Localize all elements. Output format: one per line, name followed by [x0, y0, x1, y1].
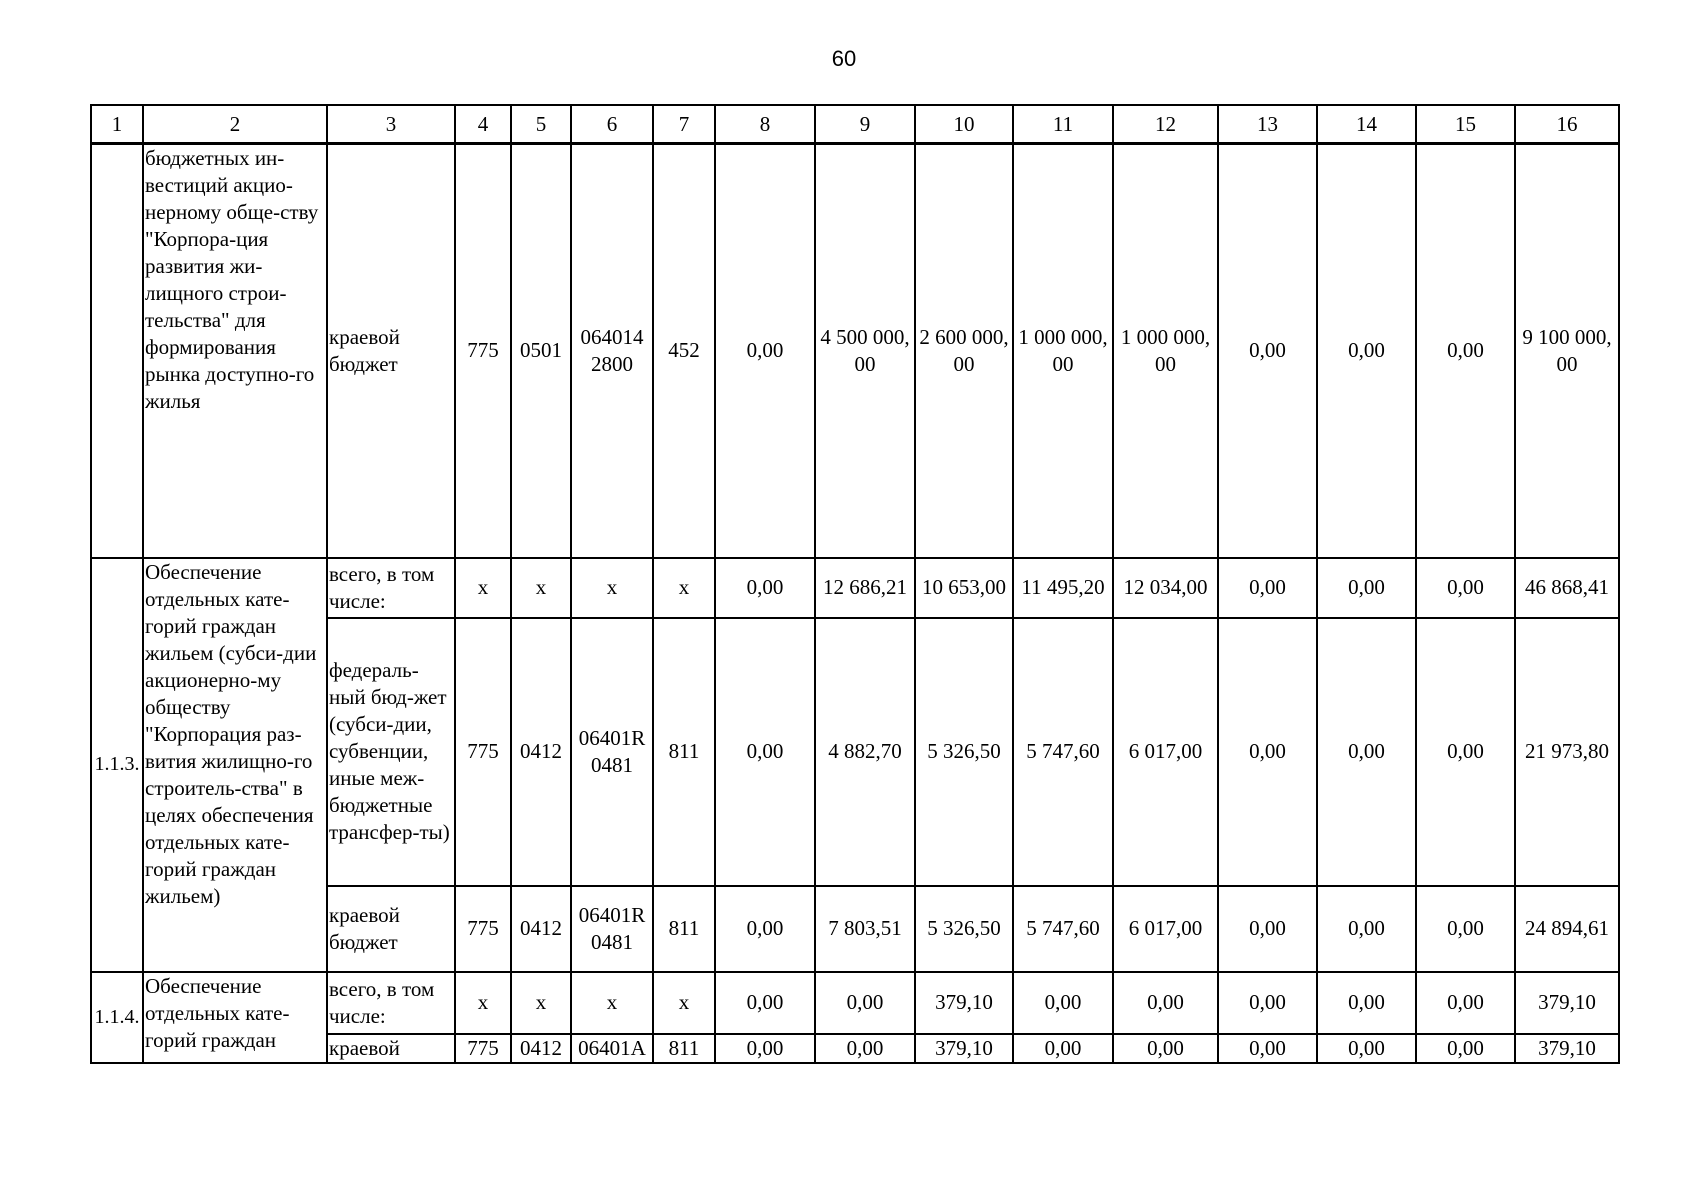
cell-c4: 775 — [455, 1034, 511, 1063]
cell-c14: 0,00 — [1317, 972, 1416, 1034]
cell-c10: 379,10 — [915, 972, 1013, 1034]
cell-c16: 9 100 000,00 — [1515, 144, 1619, 558]
cell-c7: 811 — [653, 618, 715, 886]
cell-c16: 379,10 — [1515, 972, 1619, 1034]
cell-c10: 10 653,00 — [915, 558, 1013, 618]
cell-c11: 0,00 — [1013, 1034, 1113, 1063]
cell-c14: 0,00 — [1317, 144, 1416, 558]
cell-c12: 0,00 — [1113, 1034, 1218, 1063]
cell-c8: 0,00 — [715, 886, 815, 972]
header-cell: 2 — [143, 105, 327, 144]
measure-name: Обеспечение отдельных кате-горий граждан жильем (субси-дии акционерно-му обществу "Корпорация раз-вития жилищно-го строитель-ства" в целях обеспечения отдельных кате-горий граждан жильем) — [143, 558, 327, 972]
measure-name: Обеспечение отдельных кате-горий граждан — [143, 972, 327, 1063]
cell-c11: 0,00 — [1013, 972, 1113, 1034]
cell-c16: 379,10 — [1515, 1034, 1619, 1063]
cell-c9: 0,00 — [815, 1034, 915, 1063]
cell-c5: 0412 — [511, 618, 571, 886]
cell-c12: 1 000 000,00 — [1113, 144, 1218, 558]
cell-c13: 0,00 — [1218, 558, 1317, 618]
cell-c11: 5 747,60 — [1013, 886, 1113, 972]
header-row — [91, 105, 1619, 144]
cell-c9: 7 803,51 — [815, 886, 915, 972]
cell-c15: 0,00 — [1416, 1034, 1515, 1063]
funding-source: краевой бюджет — [327, 144, 455, 558]
cell-c14: 0,00 — [1317, 1034, 1416, 1063]
cell-c4: x — [455, 558, 511, 618]
cell-c6: 06401А — [571, 1034, 653, 1063]
cell-c6: x — [571, 972, 653, 1034]
header-cell: 14 — [1317, 105, 1416, 144]
row-number — [91, 144, 143, 558]
cell-c11: 5 747,60 — [1013, 618, 1113, 886]
header-cell: 4 — [455, 105, 511, 144]
budget-table — [90, 104, 1620, 1064]
header-cell: 1 — [91, 105, 143, 144]
cell-c8: 0,00 — [715, 144, 815, 558]
cell-c12: 6 017,00 — [1113, 886, 1218, 972]
cell-c11: 1 000 000,00 — [1013, 144, 1113, 558]
cell-c5: 0412 — [511, 886, 571, 972]
cell-c13: 0,00 — [1218, 1034, 1317, 1063]
cell-c12: 12 034,00 — [1113, 558, 1218, 618]
header-cell: 11 — [1013, 105, 1113, 144]
header-cell: 15 — [1416, 105, 1515, 144]
cell-c16: 21 973,80 — [1515, 618, 1619, 886]
cell-c13: 0,00 — [1218, 886, 1317, 972]
cell-c7: 811 — [653, 886, 715, 972]
header-cell: 6 — [571, 105, 653, 144]
cell-c7: 452 — [653, 144, 715, 558]
funding-source: всего, в том числе: — [327, 972, 455, 1034]
cell-c5: x — [511, 972, 571, 1034]
cell-c8: 0,00 — [715, 972, 815, 1034]
cell-c15: 0,00 — [1416, 972, 1515, 1034]
cell-c4: 775 — [455, 618, 511, 886]
cell-c9: 12 686,21 — [815, 558, 915, 618]
header-cell: 12 — [1113, 105, 1218, 144]
cell-c8: 0,00 — [715, 558, 815, 618]
cell-c9: 4 882,70 — [815, 618, 915, 886]
cell-c8: 0,00 — [715, 1034, 815, 1063]
funding-source: краевой — [327, 1034, 455, 1063]
measure-name: бюджетных ин-вестиций акцио-нерному обще-ству "Корпора-ция развития жи-лищного строи-тельства" для формирования рынка доступно-го жилья — [143, 144, 327, 558]
row-number: 1.1.3. — [91, 558, 143, 972]
funding-source: краевой бюджет — [327, 886, 455, 972]
cell-c5: x — [511, 558, 571, 618]
header-cell: 13 — [1218, 105, 1317, 144]
cell-c10: 5 326,50 — [915, 886, 1013, 972]
cell-c14: 0,00 — [1317, 618, 1416, 886]
header-cell: 7 — [653, 105, 715, 144]
cell-c10: 2 600 000,00 — [915, 144, 1013, 558]
cell-c4: x — [455, 972, 511, 1034]
cell-c13: 0,00 — [1218, 618, 1317, 886]
header-cell: 5 — [511, 105, 571, 144]
cell-c5: 0412 — [511, 1034, 571, 1063]
cell-c6: x — [571, 558, 653, 618]
funding-source: федераль-ный бюд-жет (субси-дии, субвенции, иные меж-бюджетные трансфер-ты) — [327, 618, 455, 886]
cell-c14: 0,00 — [1317, 886, 1416, 972]
cell-c9: 0,00 — [815, 972, 915, 1034]
header-cell: 16 — [1515, 105, 1619, 144]
cell-c15: 0,00 — [1416, 144, 1515, 558]
cell-c12: 0,00 — [1113, 972, 1218, 1034]
cell-c10: 379,10 — [915, 1034, 1013, 1063]
cell-c5: 0501 — [511, 144, 571, 558]
cell-c7: x — [653, 558, 715, 618]
row-number: 1.1.4. — [91, 972, 143, 1063]
table-row — [91, 972, 1619, 1034]
header-cell: 10 — [915, 105, 1013, 144]
cell-c15: 0,00 — [1416, 558, 1515, 618]
cell-c14: 0,00 — [1317, 558, 1416, 618]
cell-c13: 0,00 — [1218, 972, 1317, 1034]
header-cell: 9 — [815, 105, 915, 144]
cell-c8: 0,00 — [715, 618, 815, 886]
table-row — [91, 558, 1619, 618]
table-row — [91, 144, 1619, 558]
cell-c15: 0,00 — [1416, 618, 1515, 886]
cell-c6: 06401R 0481 — [571, 618, 653, 886]
cell-c12: 6 017,00 — [1113, 618, 1218, 886]
cell-c4: 775 — [455, 144, 511, 558]
cell-c13: 0,00 — [1218, 144, 1317, 558]
cell-c9: 4 500 000,00 — [815, 144, 915, 558]
cell-c16: 24 894,61 — [1515, 886, 1619, 972]
cell-c15: 0,00 — [1416, 886, 1515, 972]
cell-c6: 064014 2800 — [571, 144, 653, 558]
cell-c6: 06401R 0481 — [571, 886, 653, 972]
funding-source: всего, в том числе: — [327, 558, 455, 618]
page-number: 60 — [831, 46, 857, 71]
header-cell: 8 — [715, 105, 815, 144]
cell-c16: 46 868,41 — [1515, 558, 1619, 618]
cell-c7: x — [653, 972, 715, 1034]
cell-c10: 5 326,50 — [915, 618, 1013, 886]
cell-c7: 811 — [653, 1034, 715, 1063]
cell-c11: 11 495,20 — [1013, 558, 1113, 618]
cell-c4: 775 — [455, 886, 511, 972]
header-cell: 3 — [327, 105, 455, 144]
